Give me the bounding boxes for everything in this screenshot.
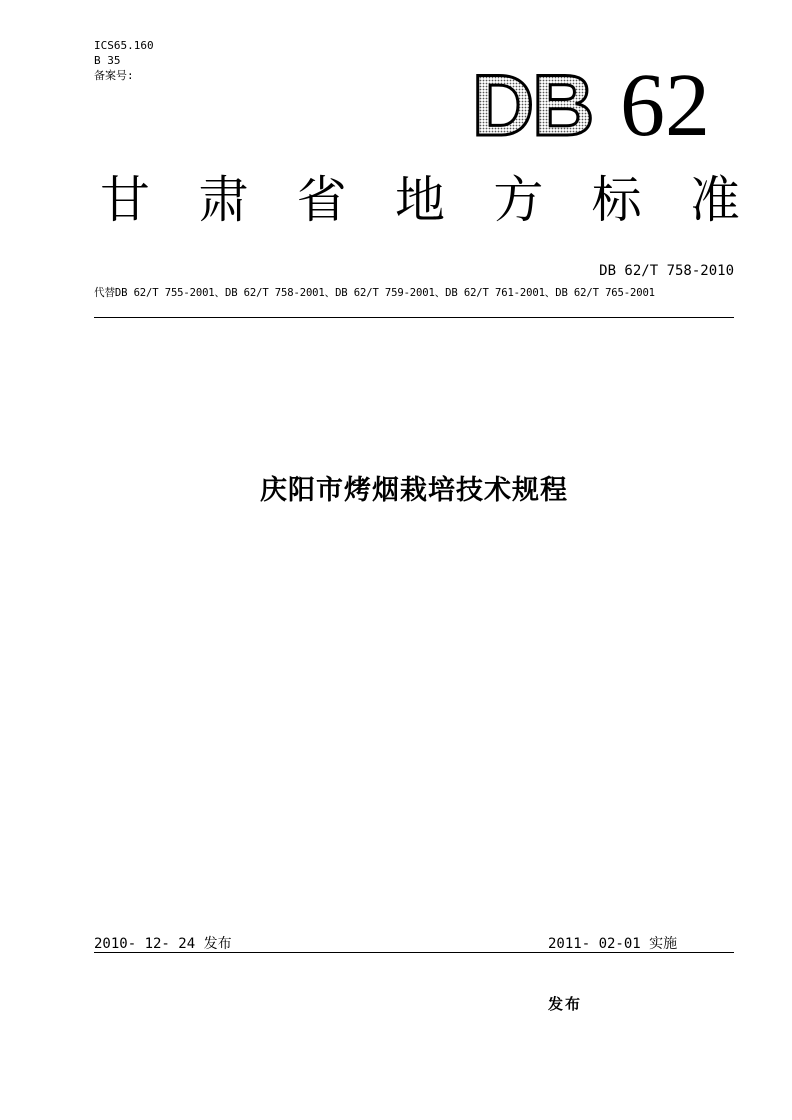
- db62-logo: [470, 55, 740, 145]
- top-divider: [94, 317, 734, 318]
- logo-province-number: 62: [620, 56, 710, 145]
- publish-date: 2010- 12- 24 发布: [94, 936, 232, 952]
- replaces-line: 代替DB 62/T 755-2001、DB 62/T 758-2001、DB 62/T 759-2001、DB 62/T 761-2001、DB 62/T 765-2001: [94, 287, 655, 299]
- standard-type-char: 准: [689, 171, 740, 229]
- implementation-date: 2011- 02-01 实施: [548, 936, 678, 952]
- standard-type-char: 方: [493, 171, 544, 229]
- standard-type-heading: [100, 165, 740, 235]
- filing-number-label: 备案号:: [94, 69, 134, 82]
- standard-type-char: 标: [591, 171, 642, 229]
- ics-code: ICS65.160: [94, 39, 154, 52]
- standard-type-char: 地: [394, 171, 445, 229]
- standard-code: DB 62/T 758-2010: [599, 263, 734, 279]
- standard-type-char: 肃: [198, 171, 249, 229]
- classification-block: [94, 38, 154, 83]
- issuer-label: 发布: [548, 995, 583, 1013]
- standard-type-char: 甘: [100, 171, 150, 229]
- ccs-code: B 35: [94, 54, 121, 67]
- logo-db-letters: DB: [472, 58, 593, 145]
- document-title: 庆阳市烤烟栽培技术规程: [260, 475, 568, 506]
- bottom-divider: [94, 952, 734, 953]
- standard-type-char: 省: [296, 171, 347, 229]
